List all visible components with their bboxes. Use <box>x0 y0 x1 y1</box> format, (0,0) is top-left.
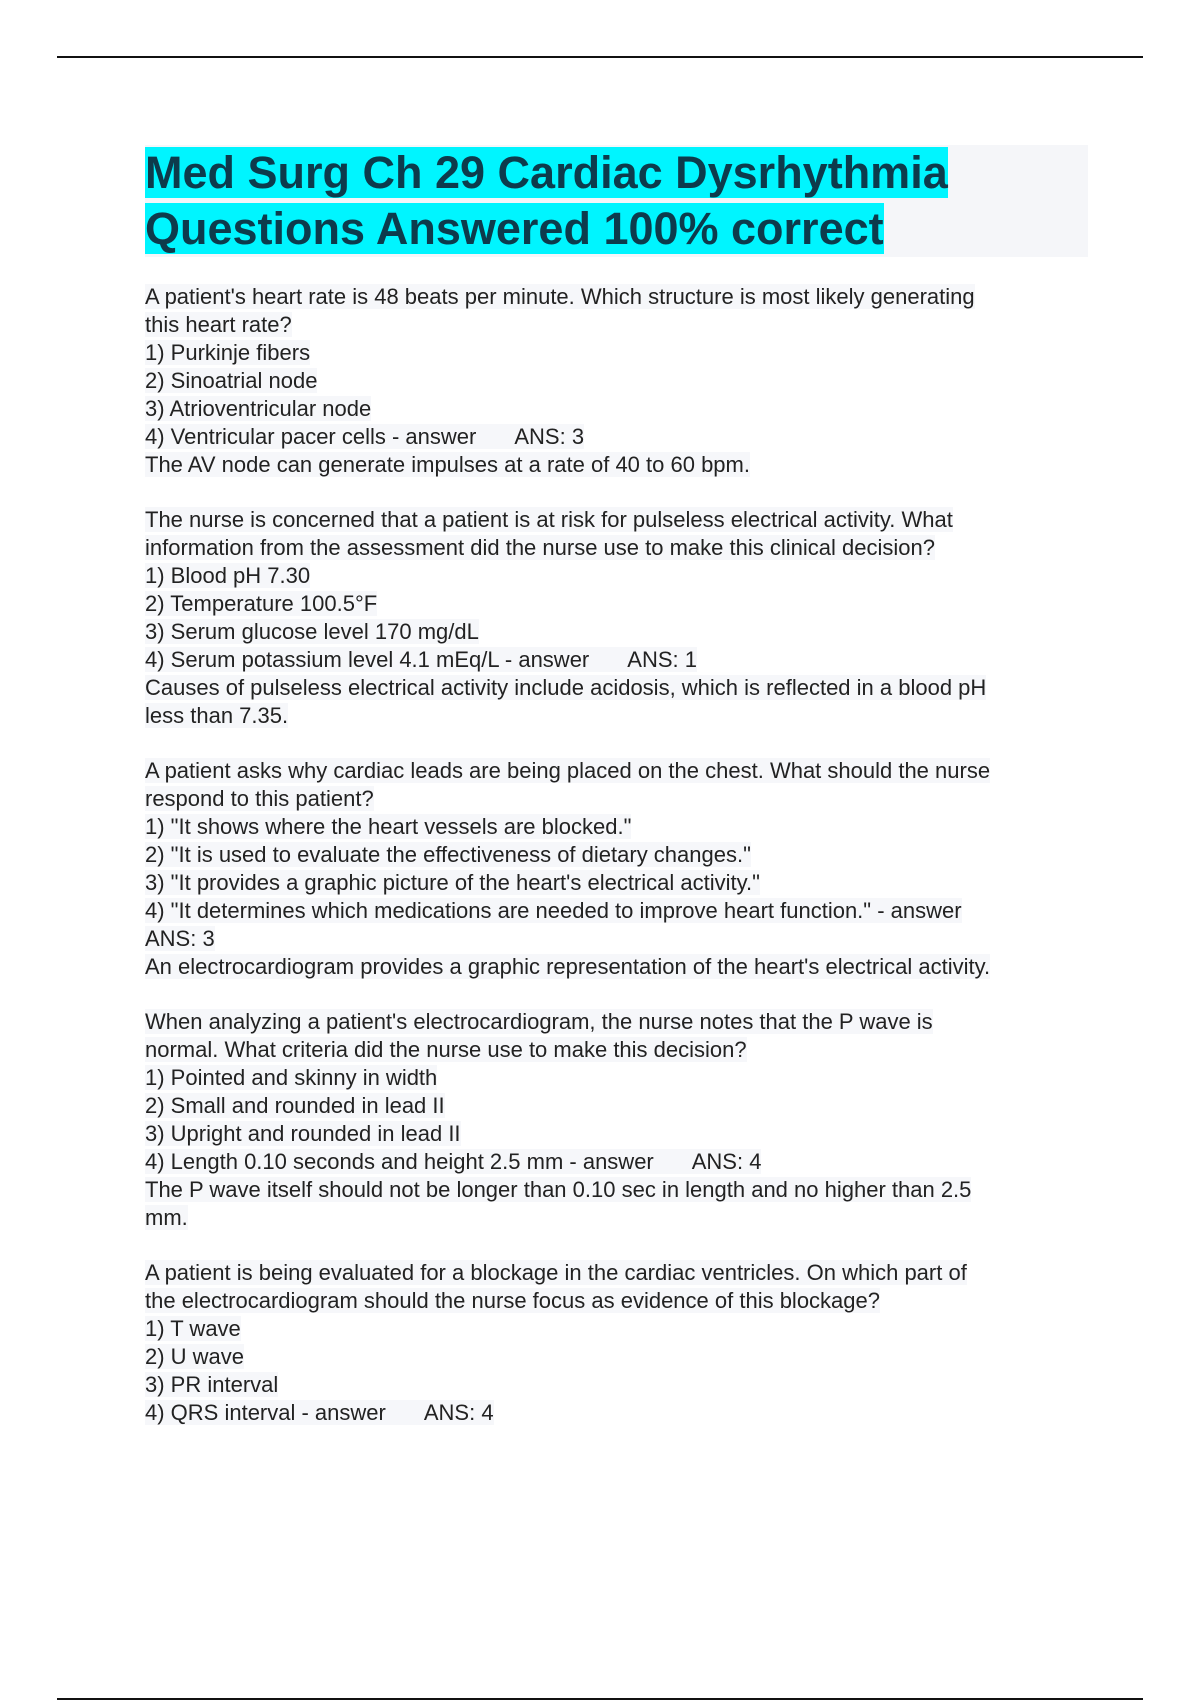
answer-option-with-key <box>145 423 1095 451</box>
answer-option-with-key <box>145 1399 1095 1427</box>
rationale-line: Causes of pulseless electrical activity include acidosis, which is reflected in a blood pH <box>145 675 987 700</box>
question-stem-line: respond to this patient? <box>145 786 374 811</box>
question-stem-line: A patient asks why cardiac leads are being placed on the chest. What should the nurse <box>145 758 991 783</box>
question-1 <box>145 283 1095 479</box>
answer-key: ANS: 4 <box>423 1400 494 1425</box>
answer-key: ANS: 1 <box>627 647 697 672</box>
answer-option: 3) Serum glucose level 170 mg/dL <box>145 619 479 644</box>
last-option: 4) "It determines which medications are needed to improve heart function." - answer <box>145 898 962 923</box>
question-stem-line: A patient's heart rate is 48 beats per minute. Which structure is most likely generating <box>145 284 975 309</box>
answer-option: 1) Pointed and skinny in width <box>145 1065 438 1090</box>
title-line-1: Med Surg Ch 29 Cardiac Dysrhythmia <box>145 147 948 198</box>
title-line-2: Questions Answered 100% correct <box>145 203 884 254</box>
last-option: 4) Serum potassium level 4.1 mEq/L - answer <box>145 647 590 672</box>
question-4 <box>145 1008 1095 1232</box>
answer-option: 2) Temperature 100.5°F <box>145 591 378 616</box>
title-block <box>145 145 1088 257</box>
answer-option: 1) T wave <box>145 1316 241 1341</box>
last-option: 4) Length 0.10 seconds and height 2.5 mm - answer <box>145 1149 654 1174</box>
question-3 <box>145 757 1095 981</box>
document-title <box>145 145 1088 257</box>
question-stem-line: information from the assessment did the nurse use to make this clinical decision? <box>145 535 935 560</box>
question-stem-line: A patient is being evaluated for a blockage in the cardiac ventricles. On which part of <box>145 1260 967 1285</box>
answer-option: 2) Small and rounded in lead II <box>145 1093 445 1118</box>
answer-option: 3) "It provides a graphic picture of the heart's electrical activity." <box>145 870 760 895</box>
question-stem-line: The nurse is concerned that a patient is at risk for pulseless electrical activity. What <box>145 507 953 532</box>
rationale-line: An electrocardiogram provides a graphic representation of the heart's electrical activity. <box>145 954 991 979</box>
question-list <box>145 283 1095 1454</box>
answer-option-with-key <box>145 1148 1095 1176</box>
answer-option: 1) Blood pH 7.30 <box>145 563 311 588</box>
answer-option: 1) Purkinje fibers <box>145 340 311 365</box>
question-5 <box>145 1259 1095 1427</box>
rationale-line: The P wave itself should not be longer than 0.10 sec in length and no higher than 2.5 <box>145 1177 972 1202</box>
question-stem-line: When analyzing a patient's electrocardiogram, the nurse notes that the P wave is <box>145 1009 933 1034</box>
answer-option-with-key <box>145 646 1095 674</box>
last-option: 4) Ventricular pacer cells - answer <box>145 424 477 449</box>
question-stem-line: this heart rate? <box>145 312 292 337</box>
answer-option: 1) "It shows where the heart vessels are blocked." <box>145 814 632 839</box>
rationale-line: less than 7.35. <box>145 703 289 728</box>
top-rule <box>57 56 1143 58</box>
question-stem-line: normal. What criteria did the nurse use to make this decision? <box>145 1037 747 1062</box>
answer-option: 2) Sinoatrial node <box>145 368 318 393</box>
rationale-line: The AV node can generate impulses at a rate of 40 to 60 bpm. <box>145 452 750 477</box>
question-stem-line: the electrocardiogram should the nurse focus as evidence of this blockage? <box>145 1288 880 1313</box>
last-option: 4) QRS interval - answer <box>145 1400 386 1425</box>
answer-key: ANS: 3 <box>514 424 585 449</box>
answer-option: 3) Atrioventricular node <box>145 396 372 421</box>
answer-option: 2) U wave <box>145 1344 245 1369</box>
question-2 <box>145 506 1095 730</box>
rationale-line: mm. <box>145 1205 188 1230</box>
answer-option: 3) PR interval <box>145 1372 279 1397</box>
answer-key: ANS: 3 <box>145 926 215 951</box>
answer-option: 3) Upright and rounded in lead II <box>145 1121 461 1146</box>
answer-key: ANS: 4 <box>691 1149 762 1174</box>
answer-option: 2) "It is used to evaluate the effectiveness of dietary changes." <box>145 842 751 867</box>
